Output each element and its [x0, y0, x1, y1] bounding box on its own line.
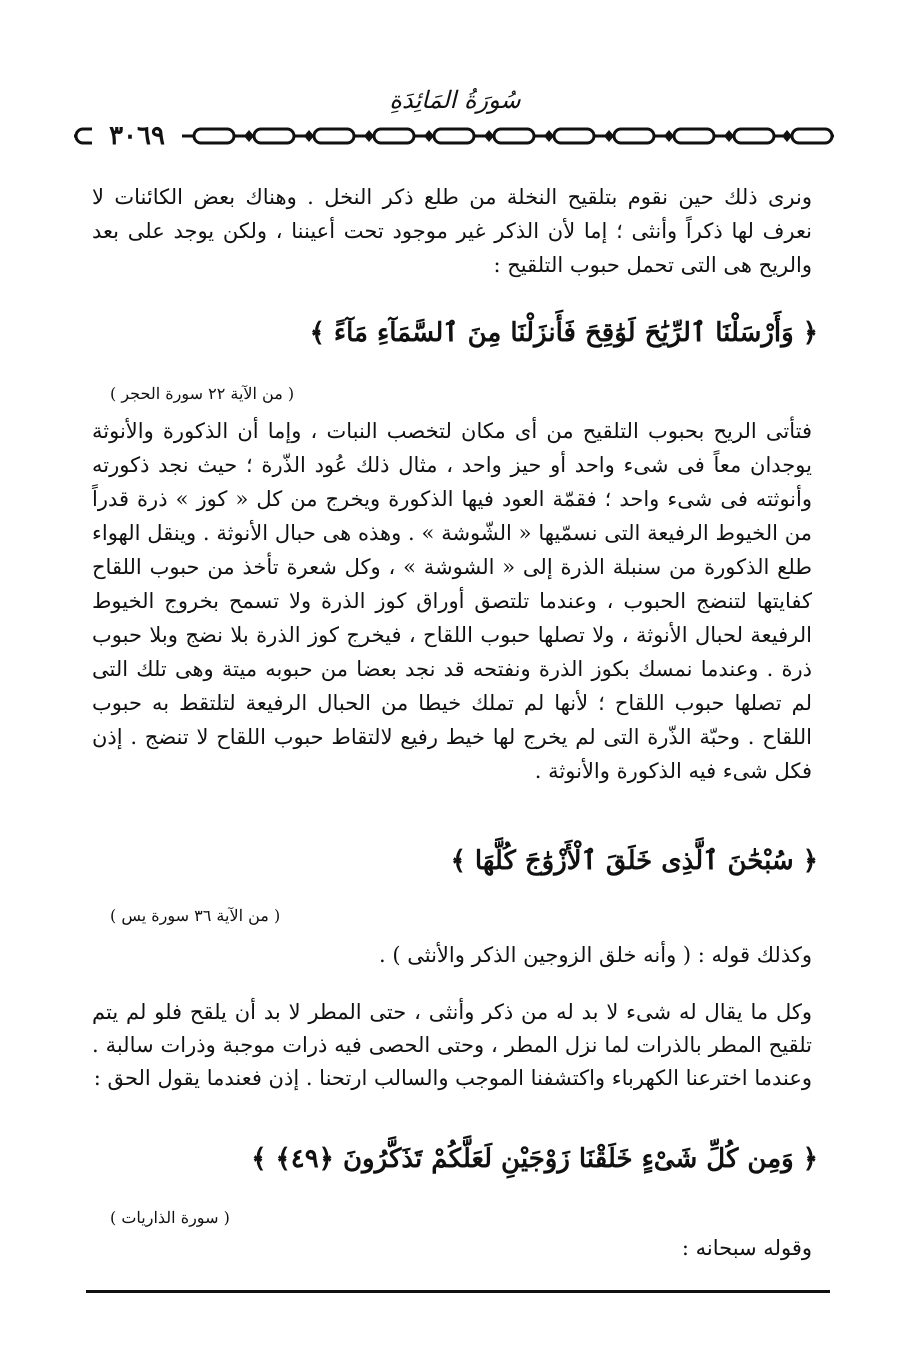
- paragraph-2: فتأتى الريح بحبوب التلقيح من أى مكان لتخصب النبات ، وإما أن الذكورة والأنوثة يوجدان معاً فى شىء واحد أو حيز واحد ، مثال ذلك عُود الذّرة ؛ حيث نجد ذكورته وأنوثته فى شىء واحد ؛ فقمّة العود فيها الذكورة ويخرج من كل « كوز » ذرة قدراً من الخيوط الرفيعة التى نسمّيها « الشّوشة » . وهذه هى حبال الأنوثة . وينقل الهواء طلع الذكورة من سنبلة الذرة إلى « الشوشة » ، وكل شعرة تأخذ من حبوب اللقاح كفايتها لتنضج الحبوب ، وعندما تلتصق أوراق كوز الذرة ولا تسمح بخروج الخيوط الرفيعة لحبال الأنوثة ، ولا تصلها حبوب اللقاح ، فيخرج كوز الذرة بلا نضج وبلا حبوب ذرة . وعندما نمسك بكوز الذرة ونفتحه قد نجد بعضا من حبوبه ميتة وهى تلك التى لم تصلها حبوب اللقاح ؛ لأنها لم تملك خيطا من الحبال الرفيعة لتلتقط به حبوب اللقاح . وحبّة الذّرة التى لم يخرج لها خيط رفيع لالتقاط حبوب اللقاح لا تنضج . إذن فكل شىء فيه الذكورة والأنوثة .: [92, 419, 812, 783]
- paragraph-4: وكل ما يقال له شىء لا بد له من ذكر وأنثى ، حتى المطر لا بد أن يلقح فلو لم يتم تلقيح المطر بالذرات لما نزل المطر ، وحتى الحصى فيه ذرات موجبة وذرات سالبة . وعندما اخترعنا الكهرباء واكتشفنا الموجب والسالب ارتحنا . إذن فعندما يقول الحق :: [92, 1000, 812, 1090]
- bottom-rule: [86, 1290, 830, 1293]
- quran-verse-1: ﴿ وَأَرْسَلْنَا ٱلرِّيَٰحَ لَوَٰقِحَ فَأَنزَلْنَا مِنَ ٱلسَّمَآءِ مَآءً ﴾: [309, 318, 818, 348]
- paragraph-3: وكذلك قوله : ( وأنه خلق الزوجين الذكر والأنثى ) .: [379, 943, 812, 967]
- paragraph-1: ونرى ذلك حين نقوم بتلقيح النخلة من طلع ذكر النخل . وهناك بعض الكائنات لا نعرف لها ذكراً وأنثى ؛ إما لأن الذكر غير موجود تحت أعيننا ، ولكن يوجد على بعد والريح هى التى تحمل حبوب التلقيح :: [92, 185, 812, 277]
- ornament-border: [74, 126, 834, 146]
- verse-reference-1: ( من الآية ٢٢ سورة الحجر ): [110, 384, 295, 403]
- quran-verse-2: ﴿ سُبْحَٰنَ ٱلَّذِى خَلَقَ ٱلْأَزْوَٰجَ كُلَّهَا ﴾: [450, 846, 818, 876]
- paragraph-5: وقوله سبحانه :: [681, 1236, 812, 1260]
- quran-verse-3: ﴿ وَمِن كُلِّ شَىْءٍ خَلَقْنَا زَوْجَيْنِ لَعَلَّكُمْ تَذَكَّرُونَ ﴿٤٩﴾ ﴾: [251, 1144, 818, 1174]
- verse-reference-2: ( من الآية ٣٦ سورة يس ): [110, 906, 281, 925]
- verse-reference-3: ( سورة الذاريات ): [110, 1208, 230, 1227]
- surah-title: سُورَةُ المَائِدَةِ: [389, 86, 521, 114]
- page-number: ٣٠٦٩: [92, 121, 182, 151]
